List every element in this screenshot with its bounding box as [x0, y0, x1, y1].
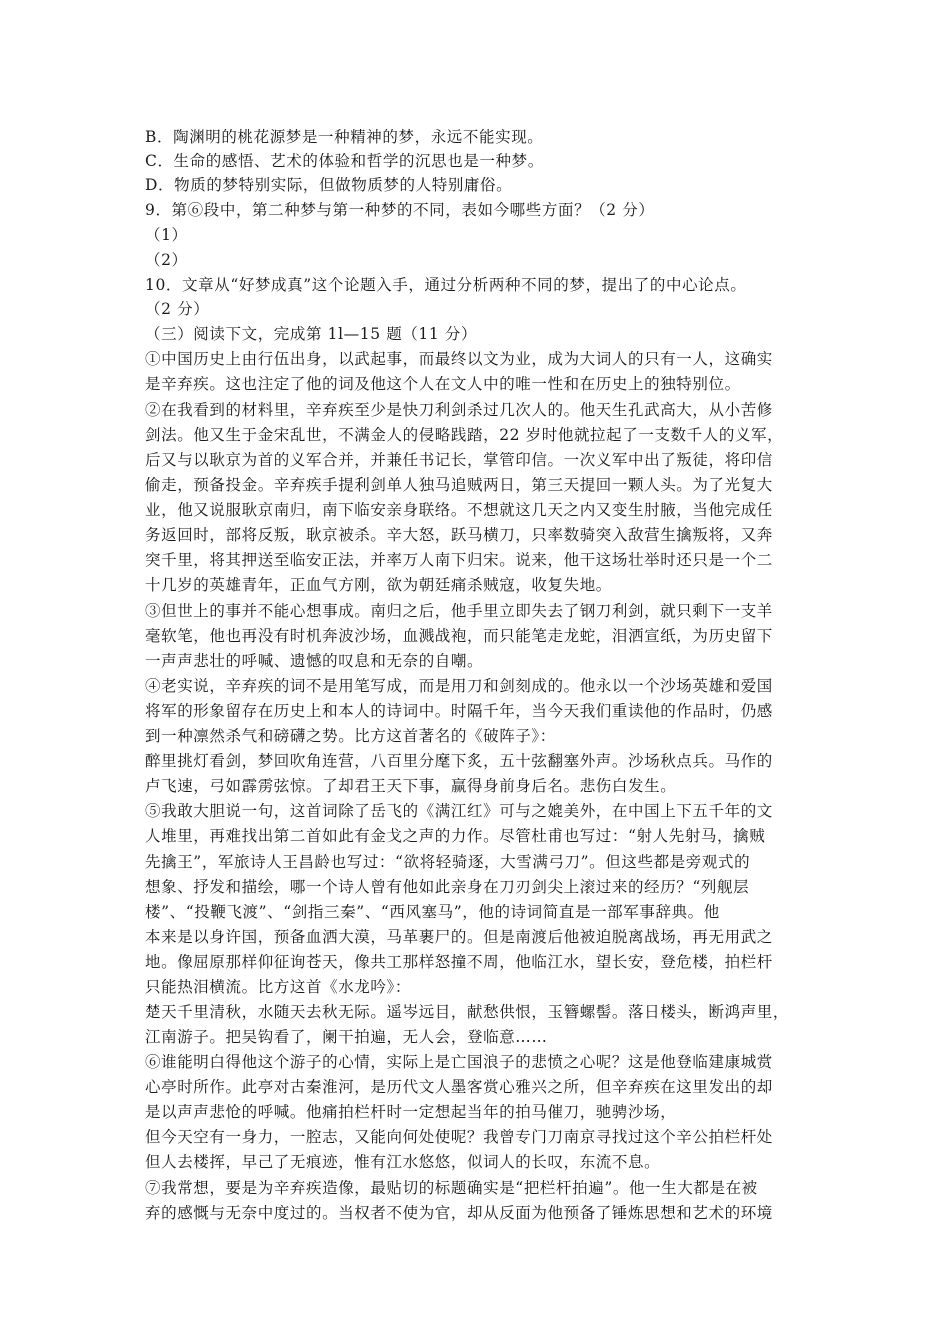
paragraph-1-line: 是辛弃疾。这也注定了他的词及他这个人在文人中的唯一性和在历史上的独特别位。 [145, 375, 741, 393]
paragraph-3-line: 毫软笔，他也再没有时机奔波沙场，血溅战袍，而只能笔走龙蛇，泪洒宣纸，为历史留下 [145, 627, 773, 645]
paragraph-4-line: ④老实说，辛弃疾的词不是用笔写成，而是用刀和剑刻成的。他永以一个沙场英雄和爱国 [145, 677, 773, 695]
section-three-heading: （三）阅读下文，完成第 1l—15 题（11 分） [145, 325, 478, 343]
paragraph-2-line: 剑法。他又生于金宋乱世，不满金人的侵略践踏，22 岁时他就拉起了一支数千人的义军， [145, 426, 784, 444]
poem-shuilongyin-line: 江南游子。把吴钩看了，阑干拍遍，无人会，登临意…… [145, 1028, 548, 1046]
paragraph-2-line: ②在我看到的材料里，辛弃疾至少是快刀利剑杀过几次人的。他天生孔武高大，从小苦修 [145, 401, 773, 419]
paragraph-5-line: ⑤我敢大胆说一句，这首词除了岳飞的《满江红》可与之媲美外，在中国上下五千年的文 [145, 802, 773, 820]
paragraph-5-line: 人堆里，再难找出第二首如此有金戈之声的力作。尽管杜甫也写过：“射人先射马，擒贼 [145, 827, 766, 845]
answer-blank-2: （2） [145, 251, 188, 269]
paragraph-6-line: 心亭时所作。此亭对古秦淮河，是历代文人墨客赏心雅兴之所，但辛弃疾在这里发出的却 [145, 1078, 773, 1096]
question-9: 9．第⑥段中，第二种梦与第一种梦的不同，表如今哪些方面？（2 分） [145, 201, 655, 219]
paragraph-5-line: 本来是以身许国，预备血洒大漠，马革裹尸的。但是南渡后他被迫脱离战场，再无用武之 [145, 928, 773, 946]
paragraph-2-line: 务返回时，部将反叛，耿京被杀。辛大怒，跃马横刀，只率数骑突入敌营生擒叛将，又奔 [145, 526, 773, 544]
poem-pozhenzi-line: 卢飞速，弓如霹雳弦惊。了却君王天下事，赢得身前身后名。悲伤白发生。 [145, 777, 677, 795]
paragraph-3-line: 一声声悲壮的呼喊、遗憾的叹息和无奈的自嘲。 [145, 652, 484, 670]
paragraph-6-line: 但人去楼挥，早己了无痕迹，惟有江水悠悠，似词人的长叹，东流不息。 [145, 1153, 661, 1171]
paragraph-5-line: 楼”、“投鞭飞渡”、“剑指三秦”、“西风塞马”，他的诗词简直是一部军事辞典。他 [145, 903, 720, 921]
option-c: C．生命的感悟、艺术的体验和哲学的沉思也是一种梦。 [145, 152, 544, 170]
poem-pozhenzi-line: 醉里挑灯看剑，梦回吹角连营，八百里分麾下炙，五十弦翻塞外声。沙场秋点兵。马作的 [145, 752, 773, 770]
paragraph-1-line: ①中国历史上由行伍出身，以武起事，而最终以文为业，成为大词人的只有一人，这确实 [145, 350, 773, 368]
paragraph-5-line: 地。像屈原那样仰征询苍天，像共工那样怒撞不周，他临江水，望长安，登危楼，拍栏杆 [145, 953, 773, 971]
paragraph-7-line: 弃的感慨与无奈中度过的。当权者不使为官，却从反面为他预备了锤炼思想和艺术的环境 [145, 1204, 773, 1222]
paragraph-6-line: 是以声声悲怆的呼喊。他痛拍栏杆时一定想起当年的拍马催刀，驰骋沙场， [145, 1103, 677, 1121]
paragraph-2-line: 突千里，将其押送至临安正法，并率万人南下归宋。说来，他干这场壮举时还只是一个二 [145, 551, 773, 569]
paragraph-4-line: 将军的形象留存在历史上和本人的诗词中。时隔千年，当今天我们重读他的作品时，仍感 [145, 702, 773, 720]
paragraph-2-line: 十几岁的英雄青年，正血气方刚，欲为朝廷痛杀贼寇，收复失地。 [145, 576, 612, 594]
paragraph-4-line: 到一种凛然杀气和磅礴之势。比方这首著名的《破阵子》： [145, 727, 556, 745]
paragraph-2-line: 业，他又说服耿京南归，南下临安亲身联络。不想就这几天之内又变生肘腋，当他完成任 [145, 501, 773, 519]
paragraph-5-line: 先擒王”，军旅诗人王昌龄也写过：“欲将轻骑逐，大雪满弓刀”。但这些都是旁观式的 [145, 853, 751, 871]
option-b: B．陶渊明的桃花源梦是一种精神的梦，永远不能实现。 [145, 128, 544, 146]
option-d: D．物质的梦特别实际，但做物质梦的人特别庸俗。 [145, 176, 513, 194]
paragraph-3-line: ③但世上的事并不能心想事成。南归之后，他手里立即失去了钢刀利剑，就只剩下一支羊 [145, 602, 773, 620]
paragraph-6-line: ⑥谁能明白得他这个游子的心情，实际上是亡国浪子的悲愤之心呢？这是他登临建康城赏 [145, 1053, 773, 1071]
poem-shuilongyin-line: 楚天千里清秋，水随天去秋无际。遥岑远目，献愁供恨，玉簪螺髻。落日楼头，断鸿声里， [145, 1003, 790, 1021]
paragraph-2-line: 偷走，预备投金。辛弃疾手提利剑单人独马追贼两日，第三天提回一颗人头。为了光复大 [145, 476, 773, 494]
paragraph-5-line: 想象、抒发和描绘，哪一个诗人曾有他如此亲身在刀刃剑尖上滚过来的经历？“列舰层 [145, 878, 750, 896]
paragraph-2-line: 后又与以耿京为首的义军合并，并兼任书记长，掌管印信。一次义军中出了叛徒，将印信 [145, 451, 773, 469]
paragraph-7-line: ⑦我常想，要是为辛弃疾造像，最贴切的标题确实是“把栏杆拍遍”。他一生大都是在被 [145, 1179, 758, 1197]
question-10-score: （2 分） [145, 300, 210, 318]
paragraph-5-line: 只能热泪横流。比方这首《水龙吟》： [145, 978, 411, 996]
paragraph-6-line: 但今天空有一身力，一腔志，又能向何处使呢？我曾专门刀南京寻找过这个辛公拍栏杆处 [145, 1128, 773, 1146]
question-10: 10．文章从“好梦成真”这个论题入手，通过分析两种不同的梦，提出了的中心论点。 [145, 276, 747, 294]
answer-blank-1: （1） [145, 226, 188, 244]
